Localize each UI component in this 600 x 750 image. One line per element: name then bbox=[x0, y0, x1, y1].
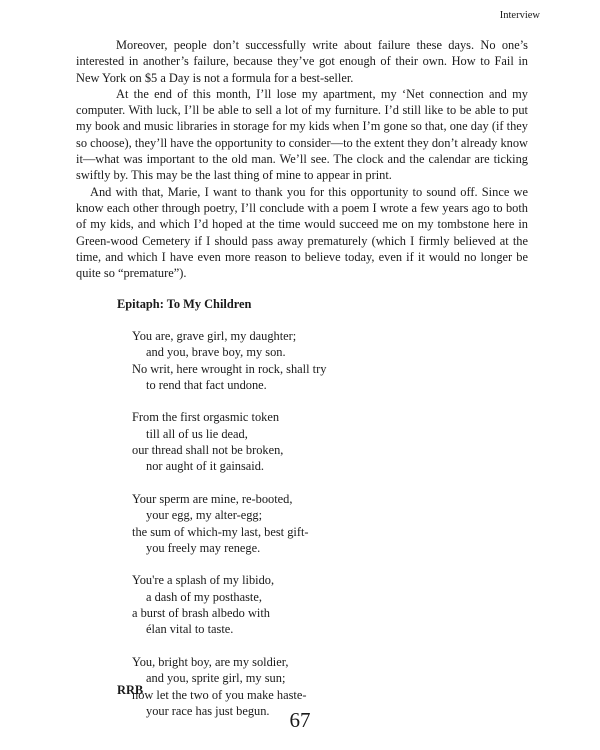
poem-line: a dash of my posthaste, bbox=[146, 589, 262, 604]
running-head: Interview bbox=[499, 10, 540, 21]
poem-line: Your sperm are mine, re-booted, bbox=[132, 491, 293, 506]
poem-line: and you, sprite girl, my sun; bbox=[146, 671, 286, 686]
poem-line: till all of us lie dead, bbox=[146, 426, 248, 441]
poem-line: your race has just begun. bbox=[146, 703, 270, 718]
poem-line: nor aught of it gainsaid. bbox=[146, 459, 265, 474]
poem-line: our thread shall not be broken, bbox=[132, 443, 284, 458]
body-paragraph: And with that, Marie, I want to thank you for this opportunity to sound off. Since we know each other through poetry, I’ll conclude with a poem I wrote a few years ago to both of my kids, and which I’d hoped at the time would succeed me on my tombstone here in Green-wood Cemetery if I should pass away prematurely (which I firmly believed at the time, and which I have even more reason to believe today, even if it would no longer be quite so “premature”). bbox=[76, 184, 528, 281]
body-paragraph: Moreover, people don’t successfully write about failure these days. No one’s interested in another’s failure, because they’ve got enough of their own. How to Fail in New York on $5 a Day is not a formula for a best-seller. bbox=[76, 38, 528, 85]
body-paragraph: At the end of this month, I’ll lose my apartment, my ‘Net connection and my computer. With luck, I’ll be able to sell a lot of my furniture. I’d still like to be able to put my book and music libraries in storage for my kids when I’m gone so that, one day (if they so choose), they’ll have the opportunity to consider—to the extent they don’t already know it—what was important to the old man. We’ll see. The clock and the calendar are ticking swiftly by. This may be the last thing of mine to appear in print. bbox=[76, 86, 528, 183]
poem-stanza bbox=[132, 572, 326, 637]
poem bbox=[132, 328, 326, 735]
poem-line: No writ, here wrought in rock, shall try bbox=[132, 361, 327, 376]
poem-line: You're a splash of my libido, bbox=[132, 573, 275, 588]
page-number: 67 bbox=[289, 708, 311, 732]
interview-body bbox=[76, 37, 528, 281]
poem-stanza bbox=[132, 328, 326, 393]
poem-line: you freely may renege. bbox=[146, 540, 261, 555]
poem-line: the sum of which-my last, best gift- bbox=[132, 524, 309, 539]
poem-line: to rend that fact undone. bbox=[146, 377, 267, 392]
author-signoff: RRB bbox=[117, 683, 144, 697]
poem-line: élan vital to taste. bbox=[146, 622, 234, 637]
poem-line: and you, brave boy, my son. bbox=[146, 345, 286, 360]
poem-line: your egg, my alter-egg; bbox=[146, 508, 263, 523]
poem-line: From the first orgasmic token bbox=[132, 410, 280, 425]
poem-stanza bbox=[132, 409, 326, 474]
poem-title: Epitaph: To My Children bbox=[117, 297, 252, 311]
poem-line: a burst of brash albedo with bbox=[132, 606, 270, 621]
poem-line: You, bright boy, are my soldier, bbox=[132, 654, 289, 669]
poem-line: You are, grave girl, my daughter; bbox=[132, 329, 297, 343]
poem-stanza bbox=[132, 491, 326, 556]
poem-line: now let the two of you make haste- bbox=[132, 687, 307, 702]
